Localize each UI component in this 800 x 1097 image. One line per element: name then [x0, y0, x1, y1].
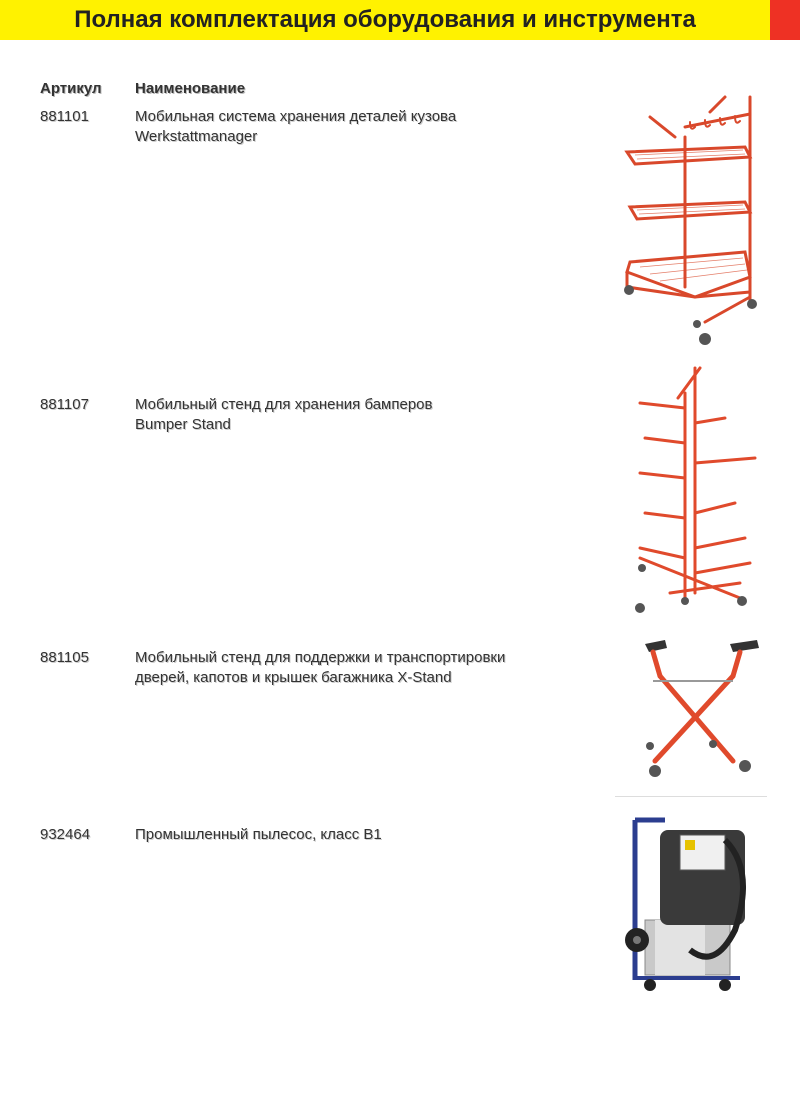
header-accent	[770, 0, 800, 40]
item-name-line: дверей, капотов и крышек багажника X-Stand	[135, 669, 452, 686]
item-name	[135, 825, 555, 845]
industrial-vacuum-icon	[615, 800, 765, 1000]
item-name	[135, 395, 555, 435]
column-header-article: Артикул	[40, 80, 102, 97]
x-stand-icon	[625, 636, 770, 786]
item-name-line: Bumper Stand	[135, 416, 231, 433]
item-article: 932464	[40, 826, 91, 843]
item-article: 881105	[40, 649, 89, 666]
item-name-line: Werkstattmanager	[135, 128, 258, 145]
item-name-line: Мобильная система хранения деталей кузова	[135, 108, 457, 125]
page-title: Полная комплектация оборудования и инструмента	[74, 6, 696, 33]
bumper-stand-icon	[630, 363, 770, 618]
item-name	[135, 107, 555, 147]
item-name	[135, 648, 555, 688]
item-article: 881107	[40, 396, 89, 413]
item-article: 881101	[40, 108, 89, 125]
item-name-line: Мобильный стенд для хранения бамперов	[135, 396, 433, 413]
item-name-line: Промышленный пылесос, класс В1	[135, 826, 382, 843]
column-header-name: Наименование	[135, 80, 246, 97]
parts-storage-rack-icon	[615, 92, 765, 347]
divider	[615, 796, 767, 797]
item-name-line: Мобильный стенд для поддержки и транспортировки	[135, 649, 506, 666]
